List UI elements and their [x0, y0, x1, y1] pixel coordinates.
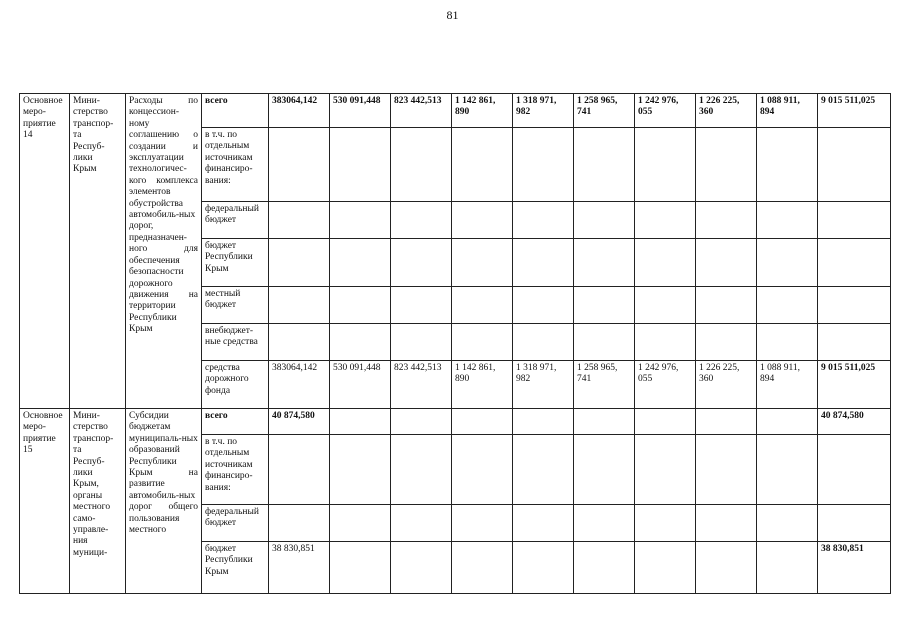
- value-cell: [269, 324, 330, 361]
- measure-cell: Основное меро-приятие 15: [20, 409, 70, 594]
- value-cell: [269, 128, 330, 202]
- funding-source-cell: федеральный бюджет: [202, 505, 269, 542]
- organization-cell: Мини- стерство транспор- та Респуб- лики Крым: [70, 94, 126, 409]
- table-body: [20, 94, 891, 594]
- value-cell: [269, 505, 330, 542]
- value-cell: [696, 542, 757, 594]
- value-cell: [818, 435, 891, 505]
- description-cell: Субсидии бюджетам муниципаль-ных образований Республики Крым на развитие автомобиль-ных дорог общего пользования местного: [126, 409, 202, 594]
- value-cell: [391, 202, 452, 239]
- value-cell: [330, 435, 391, 505]
- value-cell: [269, 239, 330, 287]
- value-cell: [818, 505, 891, 542]
- value-cell: [452, 287, 513, 324]
- value-cell: 383064,142: [269, 361, 330, 409]
- value-cell: [757, 409, 818, 435]
- value-cell: [391, 505, 452, 542]
- value-cell: [513, 239, 574, 287]
- value-cell: [818, 202, 891, 239]
- value-cell: [696, 239, 757, 287]
- value-cell: [635, 239, 696, 287]
- value-cell: [635, 202, 696, 239]
- value-cell: [635, 505, 696, 542]
- value-cell: [757, 202, 818, 239]
- value-cell: [391, 324, 452, 361]
- value-cell: [513, 324, 574, 361]
- value-cell: [391, 128, 452, 202]
- value-cell: [574, 505, 635, 542]
- value-cell: [696, 409, 757, 435]
- value-cell: [574, 128, 635, 202]
- organization-cell: Мини- стерство транспор- та Респуб- лики Крым, органы местного само- управле- ния муници-: [70, 409, 126, 594]
- value-cell: [757, 505, 818, 542]
- value-cell: 9 015 511,025: [818, 94, 891, 128]
- value-cell: [635, 435, 696, 505]
- value-cell: [757, 128, 818, 202]
- value-cell: [330, 239, 391, 287]
- value-cell: [757, 239, 818, 287]
- value-cell: [696, 287, 757, 324]
- value-cell: [757, 542, 818, 594]
- value-cell: [452, 542, 513, 594]
- value-cell: [513, 505, 574, 542]
- value-cell: [513, 435, 574, 505]
- funding-source-cell: бюджет Республики Крым: [202, 239, 269, 287]
- funding-source-cell: средства дорожного фонда: [202, 361, 269, 409]
- value-cell: [330, 505, 391, 542]
- value-cell: [635, 542, 696, 594]
- value-cell: [696, 435, 757, 505]
- value-cell: [818, 239, 891, 287]
- value-cell: 1 088 911, 894: [757, 361, 818, 409]
- value-cell: 38 830,851: [269, 542, 330, 594]
- value-cell: [574, 239, 635, 287]
- value-cell: [330, 542, 391, 594]
- value-cell: [574, 287, 635, 324]
- funding-source-cell: бюджет Республики Крым: [202, 542, 269, 594]
- value-cell: [574, 324, 635, 361]
- value-cell: [574, 409, 635, 435]
- value-cell: [635, 287, 696, 324]
- value-cell: 1 142 861, 890: [452, 94, 513, 128]
- value-cell: [330, 409, 391, 435]
- value-cell: 38 830,851: [818, 542, 891, 594]
- value-cell: 1 242 976, 055: [635, 361, 696, 409]
- value-cell: [330, 287, 391, 324]
- value-cell: [513, 542, 574, 594]
- measure-cell: Основное меро-приятие 14: [20, 94, 70, 409]
- value-cell: 1 258 965, 741: [574, 361, 635, 409]
- value-cell: [330, 202, 391, 239]
- value-cell: [269, 287, 330, 324]
- funding-table: [19, 93, 891, 594]
- value-cell: [391, 409, 452, 435]
- funding-source-cell: всего: [202, 409, 269, 435]
- value-cell: [513, 202, 574, 239]
- description-cell: Расходы по концессион-ному соглашению о создании и эксплуатации технологичес-кого комплекса элементов обустройства автомобиль-ных дорог, предназначен-ного для обеспечения безопасности дорожного движения на территории Республики Крым: [126, 94, 202, 409]
- value-cell: [757, 287, 818, 324]
- value-cell: 383064,142: [269, 94, 330, 128]
- value-cell: [391, 542, 452, 594]
- value-cell: 823 442,513: [391, 94, 452, 128]
- value-cell: [452, 324, 513, 361]
- value-cell: [269, 435, 330, 505]
- value-cell: 530 091,448: [330, 94, 391, 128]
- value-cell: [757, 324, 818, 361]
- value-cell: [635, 128, 696, 202]
- value-cell: [391, 239, 452, 287]
- funding-source-cell: всего: [202, 94, 269, 128]
- value-cell: [818, 128, 891, 202]
- value-cell: [330, 128, 391, 202]
- value-cell: 1 318 971, 982: [513, 94, 574, 128]
- value-cell: 1 242 976, 055: [635, 94, 696, 128]
- funding-source-cell: федеральный бюджет: [202, 202, 269, 239]
- funding-source-cell: внебюджет- ные средства: [202, 324, 269, 361]
- value-cell: [452, 128, 513, 202]
- value-cell: [818, 287, 891, 324]
- value-cell: [574, 542, 635, 594]
- value-cell: [269, 202, 330, 239]
- value-cell: [696, 324, 757, 361]
- value-cell: [513, 128, 574, 202]
- value-cell: 823 442,513: [391, 361, 452, 409]
- value-cell: [696, 128, 757, 202]
- value-cell: [818, 324, 891, 361]
- value-cell: 530 091,448: [330, 361, 391, 409]
- value-cell: 1 142 861, 890: [452, 361, 513, 409]
- value-cell: [696, 202, 757, 239]
- value-cell: [635, 324, 696, 361]
- value-cell: [574, 202, 635, 239]
- table-row: [20, 409, 891, 435]
- value-cell: [452, 202, 513, 239]
- value-cell: 1 258 965, 741: [574, 94, 635, 128]
- value-cell: [330, 324, 391, 361]
- value-cell: [513, 287, 574, 324]
- value-cell: [391, 287, 452, 324]
- value-cell: [635, 409, 696, 435]
- value-cell: [452, 505, 513, 542]
- value-cell: 40 874,580: [818, 409, 891, 435]
- value-cell: [696, 505, 757, 542]
- value-cell: 9 015 511,025: [818, 361, 891, 409]
- value-cell: 1 226 225, 360: [696, 94, 757, 128]
- value-cell: 1 226 225, 360: [696, 361, 757, 409]
- funding-source-cell: в т.ч. по отдельным источникам финансиро- вания:: [202, 435, 269, 505]
- funding-source-cell: местный бюджет: [202, 287, 269, 324]
- value-cell: 1 318 971, 982: [513, 361, 574, 409]
- table-row: [20, 94, 891, 128]
- page-number: 81: [446, 8, 459, 22]
- value-cell: [513, 409, 574, 435]
- value-cell: [574, 435, 635, 505]
- value-cell: [391, 435, 452, 505]
- value-cell: [452, 409, 513, 435]
- value-cell: 1 088 911, 894: [757, 94, 818, 128]
- value-cell: [757, 435, 818, 505]
- value-cell: [452, 435, 513, 505]
- value-cell: [452, 239, 513, 287]
- value-cell: 40 874,580: [269, 409, 330, 435]
- funding-source-cell: в т.ч. по отдельным источникам финансиро- вания:: [202, 128, 269, 202]
